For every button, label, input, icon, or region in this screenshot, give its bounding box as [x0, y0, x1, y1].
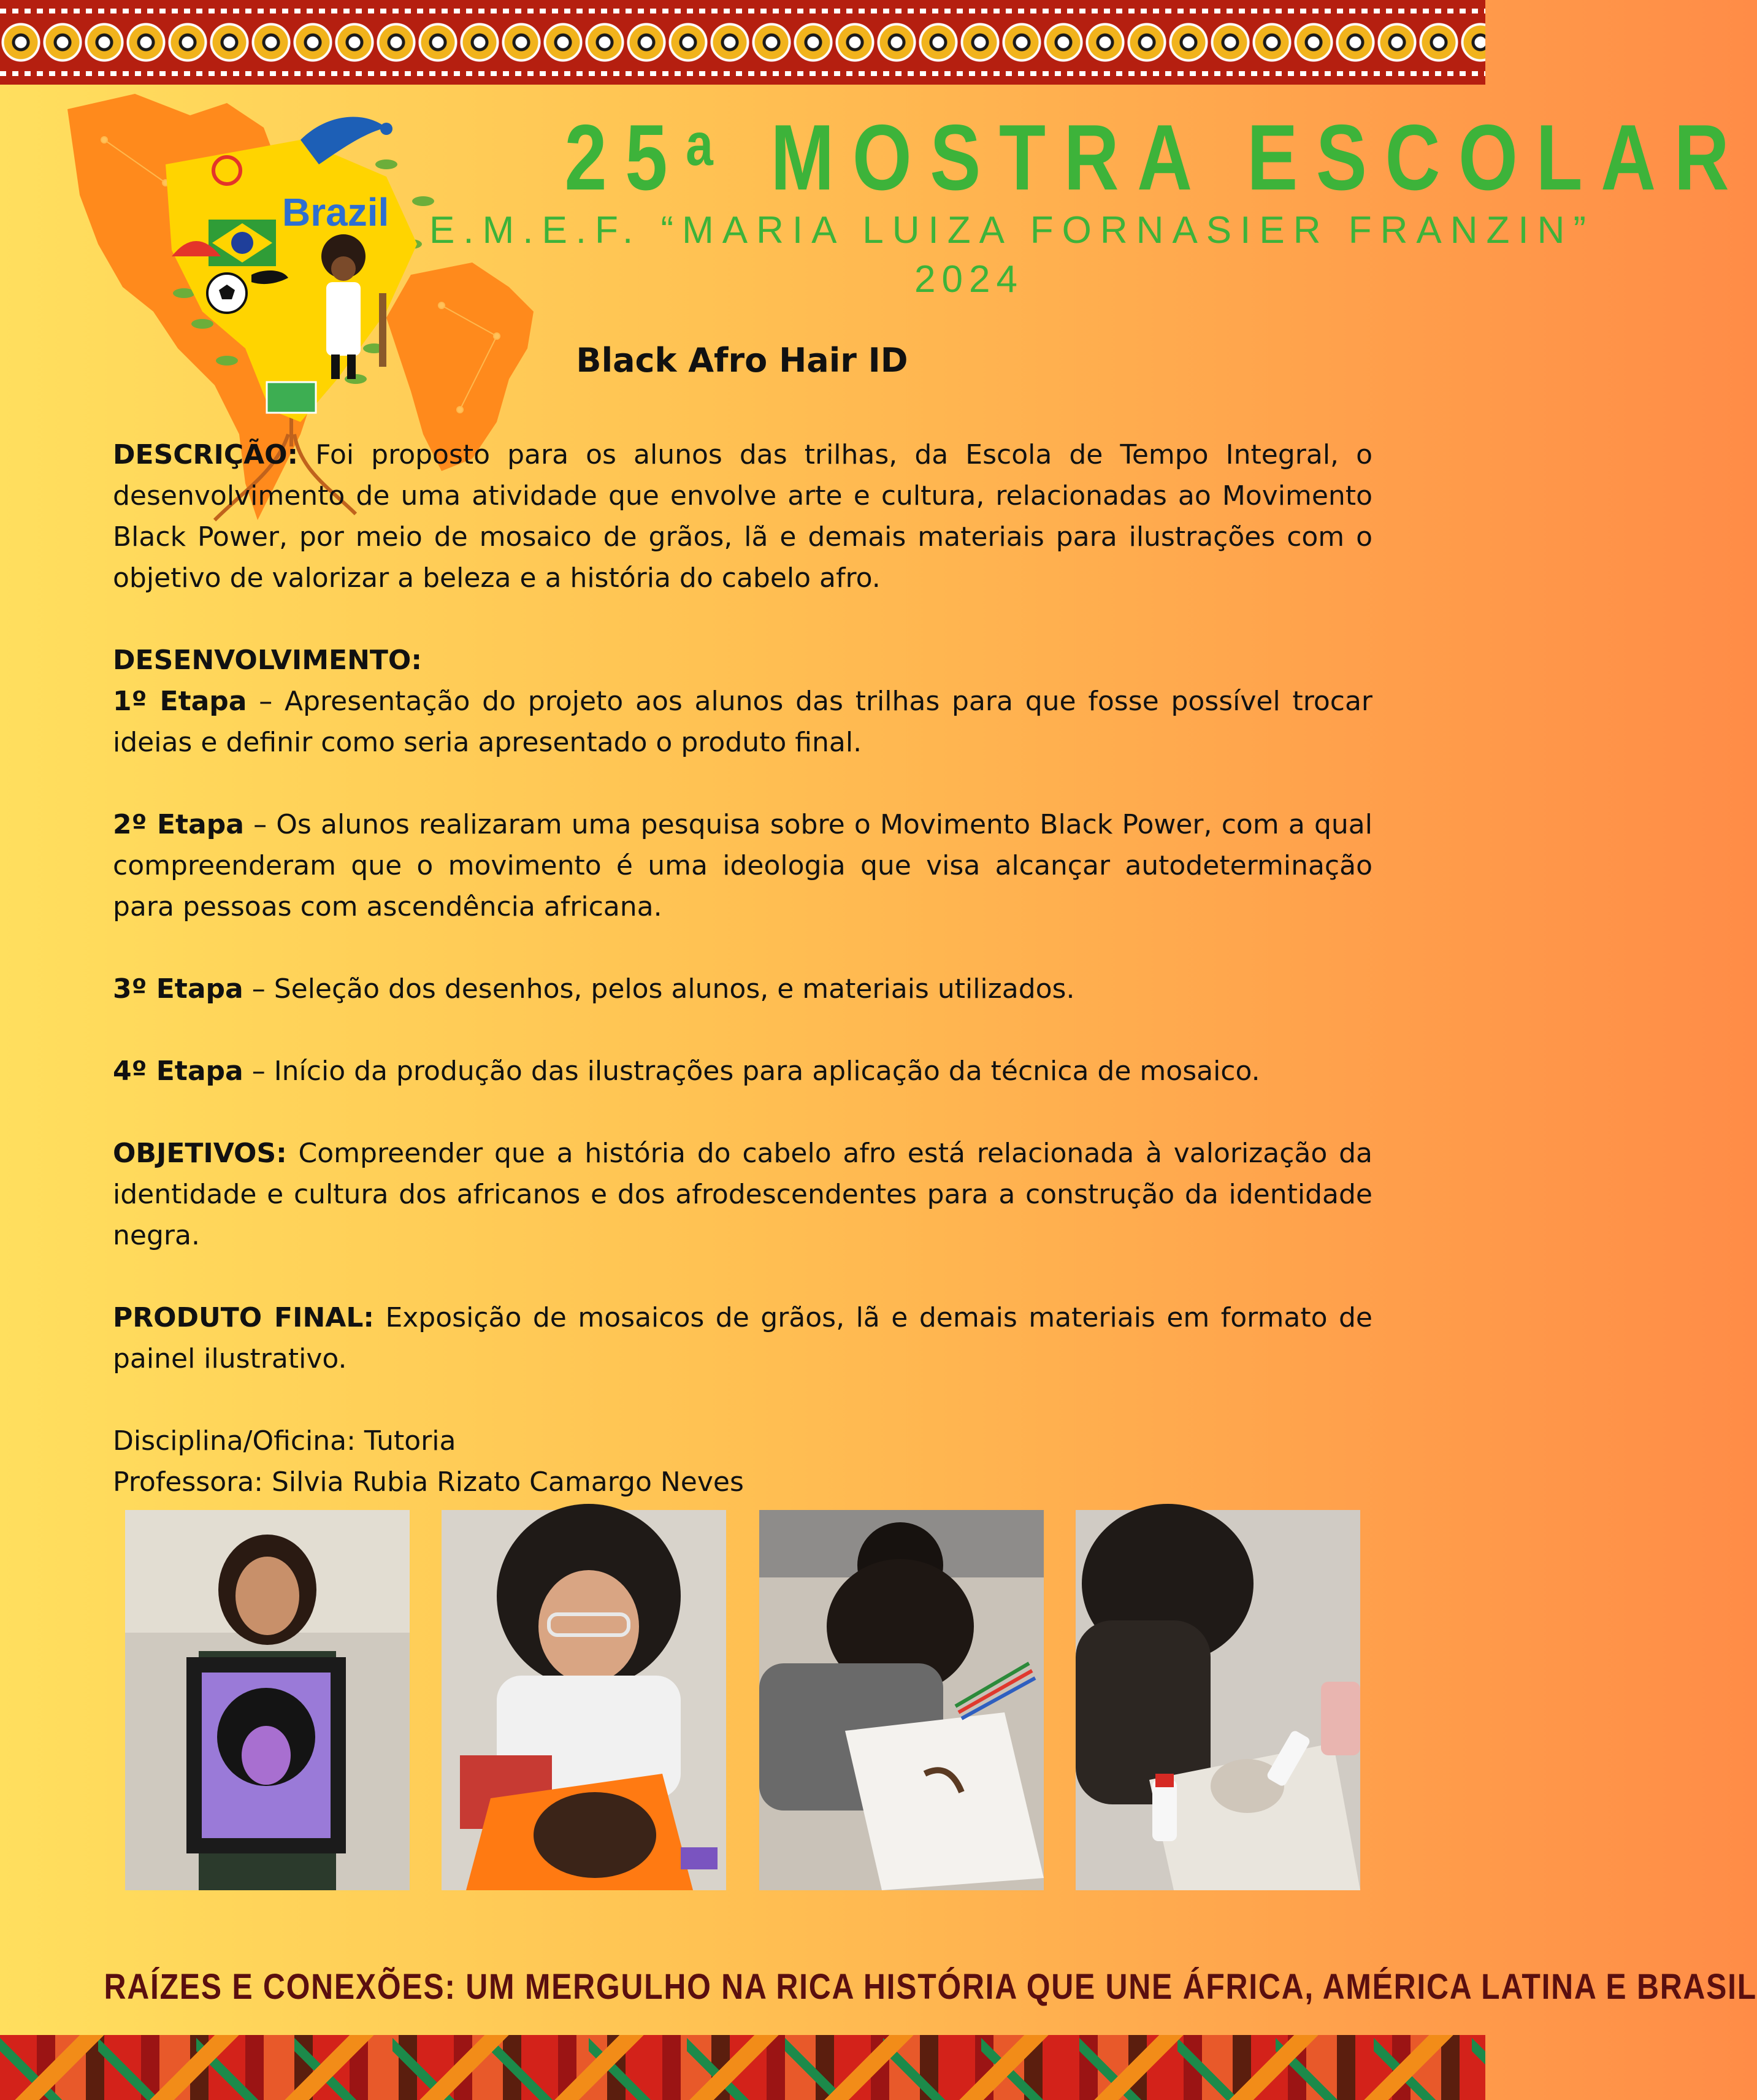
produto-final-paragraph: PRODUTO FINAL: Exposição de mosaicos de grãos, lã e demais materiais em formato de painel ilustrativo. — [113, 1302, 1372, 1374]
parrot-icon — [300, 117, 392, 164]
disciplina-line: Disciplina/Oficina: Tutoria — [113, 1425, 456, 1457]
descricao-label: DESCRIÇÃO: — [113, 439, 299, 470]
descricao-paragraph: DESCRIÇÃO: Foi proposto para os alunos das trilhas, da Escola de Tempo Integral, o desenvolvimento de uma atividade que envolve arte e cultura, relacionadas ao Movimento Black Power, por meio de mosaico de grãos, lã e demais materiais para ilustrações com o objetivo de valorizar a beleza e a história do cabelo afro. — [113, 439, 1372, 594]
etapa-1-paragraph: 1º Etapa – Apresentação do projeto aos alunos das trilhas para que fosse possível trocar ideias e definir como seria apresentado o produto final. — [113, 686, 1373, 758]
bottom-decorative-border — [0, 2035, 1485, 2100]
footer-slogan: RAÍZES E CONEXÕES: UM MERGULHO NA RICA HISTÓRIA QUE UNE ÁFRICA, AMÉRICA LATINA E BRASIL — [104, 1967, 1757, 2007]
objetivos-paragraph: OBJETIVOS: Compreender que a história do cabelo afro está relacionada à valorização da identidade e cultura dos africanos e dos afrodescendentes para a construção da identidade negra. — [113, 1138, 1372, 1251]
project-description-body — [113, 434, 1372, 1503]
professora-line: Professora: Silvia Rubia Rizato Camargo Neves — [113, 1466, 744, 1498]
photo-student-drawing-outline — [759, 1510, 1044, 1890]
photo-student-gluing-beans — [442, 1510, 726, 1890]
brazil-flag-icon — [209, 220, 276, 266]
photo-student-using-glue — [1076, 1510, 1360, 1890]
etapa-3-paragraph: 3º Etapa – Seleção dos desenhos, pelos alunos, e materiais utilizados. — [113, 973, 1075, 1005]
soccer-field-icon — [267, 382, 316, 413]
photo-gallery — [125, 1510, 1360, 1890]
event-year: 2024 — [914, 258, 1024, 301]
photo-student-holding-artwork — [125, 1510, 410, 1890]
event-title: 25$^a$ MOSTRA ESCOLAR — [564, 105, 1748, 210]
brazil-shape — [166, 140, 417, 422]
soccer-ball-icon — [207, 274, 247, 313]
etapa-2-paragraph: 2º Etapa – Os alunos realizaram uma pesquisa sobre o Movimento Black Power, com a qual compreenderam que o movimento é uma ideologia que visa alcançar autodeterminação para pessoas com ascendência africana. — [113, 809, 1372, 922]
school-name: E.M.E.F. “MARIA LUIZA FORNASIER FRANZIN” — [429, 209, 1595, 251]
brazil-logo-text: Brazil — [282, 190, 389, 234]
top-decorative-border — [0, 0, 1485, 85]
desenvolvimento-label: DESENVOLVIMENTO: — [113, 645, 422, 676]
project-title: Black Afro Hair ID — [576, 341, 908, 380]
guitar-icon — [379, 293, 386, 367]
etapa-4-paragraph: 4º Etapa – Início da produção das ilustrações para aplicação da técnica de mosaico. — [113, 1056, 1260, 1087]
